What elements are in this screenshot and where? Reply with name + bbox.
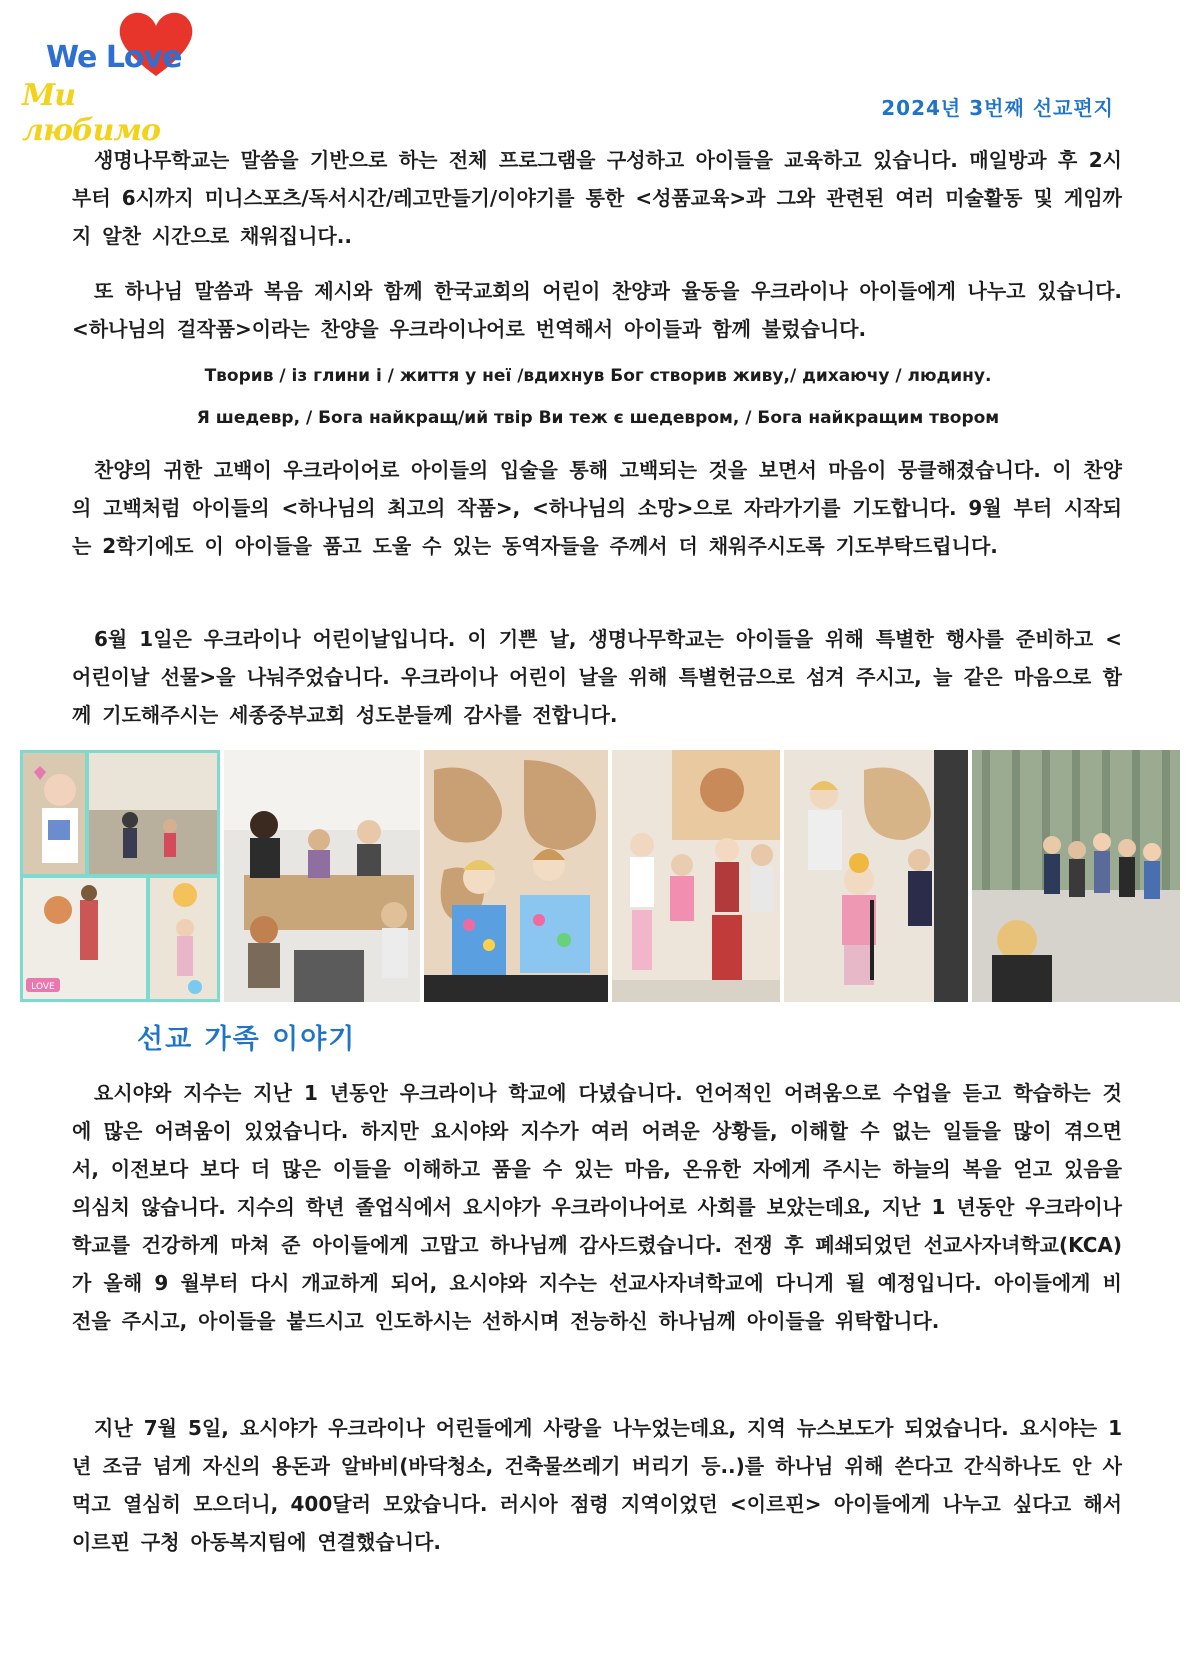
we-love-logo	[20, 10, 220, 148]
photo-kids-at-table	[224, 750, 420, 1002]
logo-text-ua: Ми любимо	[22, 78, 161, 148]
paragraph-prayer-request: 찬양의 귀한 고백이 우크라이어로 아이들의 입술을 통해 고백되는 것을 보면서 마음이 뭉클해졌습니다. 이 찬양의 고백처럼 아이들의 <하나님의 최고의 작품>, <하나님의 소망>으로 자라가기를 기도합니다. 9월 부터 시작되는 2학기에도 이 아이들을 품고 도울 수 있는 동역자들을 주께서 더 채워주시도록 기도부탁드립니다.	[72, 458, 1122, 558]
paragraph-praise-song: 또 하나님 말씀과 복음 제시와 함께 한국교회의 어린이 찬양과 율동을 우크라이나 아이들에게 나누고 있습니다. <하나님의 걸작품>이라는 찬양을 우크라이나어로 번역해서 아이들과 함께 불렀습니다.	[72, 279, 1122, 341]
paragraph-josiah-donation: 지난 7월 5일, 요시야가 우크라이나 어린들에게 사랑을 나누었는데요, 지역 뉴스보도가 되었습니다. 요시야는 1 년 조금 넘게 자신의 용돈과 알바비(바닥청소, 건축물쓰레기 버리기 등..)를 하나님 위해 쓴다고 간식하나도 안 사먹고 열심히 모으더니, 400달러 모았습니다. 러시아 점령 지역이었던 <이르핀> 아이들에게 나누고 싶다고 해서 이르핀 구청 아동복지팀에 연결했습니다.	[72, 1416, 1122, 1554]
logo-text-en: We Love	[46, 40, 182, 75]
photo-kids-with-masks	[972, 750, 1180, 1002]
lyric-line-2: Я шедевр, / Бога найкращ/ий твір Ви теж є шедевром, / Бога найкращим твором	[196, 408, 1000, 428]
photo-girls-with-drawings	[424, 750, 608, 1002]
section-title-mission-family: 선교 가족 이야기	[137, 1024, 357, 1055]
lyric-line-1: Творив / із глини і / життя у неї /вдихнув Бог створив живу,/ дихаючу / людину.	[204, 366, 992, 386]
letter-title: 2024년 3번째 선교편지	[881, 96, 1114, 120]
paragraph-school-program: 생명나무학교는 말씀을 기반으로 하는 전체 프로그램을 구성하고 아이들을 교육하고 있습니다. 매일방과 후 2시부터 6시까지 미니스포츠/독서시간/레고만들기/이야기를 통한 <성품교육>과 그와 관련된 여러 미술활동 및 게임까지 알찬 시간으로 채워집니다..	[72, 148, 1122, 248]
collage-love-badge: LOVE	[31, 982, 55, 992]
photo-girl-with-microphone	[784, 750, 968, 1002]
photo-group-of-kids	[612, 750, 780, 1002]
photo-strip	[20, 750, 1180, 1002]
paragraph-josiah-and-jisoo: 요시야와 지수는 지난 1 년동안 우크라이나 학교에 다녔습니다. 언어적인 어려움으로 수업을 듣고 학습하는 것에 많은 어려움이 있었습니다. 하지만 요시야와 지수가 여러 어려운 상황들, 이해할 수 없는 일들을 많이 겪으면서, 이전보다 보다 더 많은 이들을 이해하고 품을 수 있는 마음, 온유한 자에게 주시는 하늘의 복을 얻고 있음을 의심치 않습니다. 지수의 학년 졸업식에서 요시야가 우크라이나어로 사회를 보았는데요, 지난 1 년동안 우크라이나 학교를 건강하게 마쳐 준 아이들에게 고맙고 하나님께 감사드렸습니다. 전쟁 후 폐쇄되었던 선교사자녀학교(KCA)가 올해 9 월부터 다시 개교하게 되어, 요시야와 지수는 선교사자녀학교에 다니게 될 예정입니다. 아이들에게 비전을 주시고, 아이들을 붙드시고 인도하시는 선하시며 전능하신 하나님께 아이들을 위탁합니다.	[72, 1081, 1122, 1333]
paragraph-childrens-day: 6월 1일은 우크라이나 어린이날입니다. 이 기쁜 날, 생명나무학교는 아이들을 위해 특별한 행사를 준비하고 <어린이날 선물>을 나눠주었습니다. 우크라이나 어린이 날을 위해 특별헌금으로 섬겨 주시고, 늘 같은 마음으로 함께 기도해주시는 세종중부교회 성도분들께 감사를 전합니다.	[72, 627, 1122, 727]
photo-collage	[20, 750, 220, 1002]
